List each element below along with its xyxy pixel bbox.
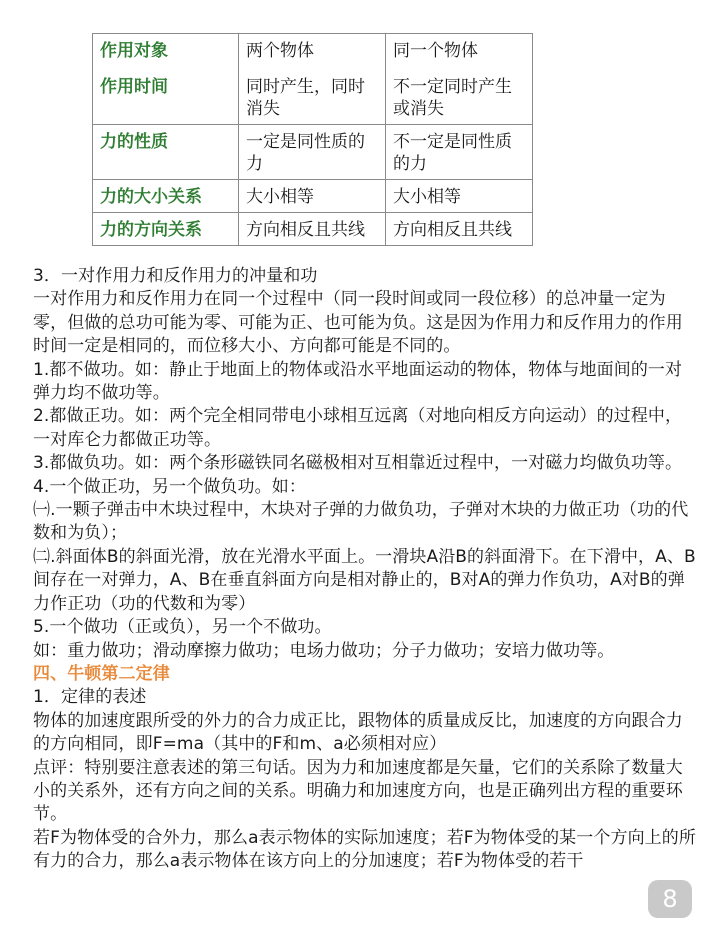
table-key-cell: [93, 34, 239, 125]
paragraph: 如：重力做功；滑动摩擦力做功；电场力做功；分子力做功；安培力做功等。: [33, 640, 615, 661]
table-row: [93, 125, 533, 180]
paragraph: 物体的加速度跟所受的外力的合力成正比，跟物体的质量成反比，加速度的方向跟合力的方向相同，即F=ma（其中的F和m、a必须相对应）: [33, 710, 683, 755]
table-value: 同一个物体: [393, 41, 479, 61]
table-cell: [386, 34, 533, 125]
table-value: 方向相反且共线: [386, 213, 533, 246]
page-number-badge: 8: [648, 880, 692, 918]
paragraph: 1.都不做功。如：静止于地面上的物体或沿水平地面运动的物体，物体与地面间的一对弹力均不做功等。: [33, 359, 683, 404]
paragraph: 5.一个做功（正或负），另一个不做功。: [33, 617, 332, 638]
table-value: 大小相等: [386, 180, 533, 213]
comparison-table: [92, 33, 533, 246]
paragraph: 一对作用力和反作用力在同一个过程中（同一段时间或同一段位移）的总冲量一定为零，但做的总功可能为零、可能为正、也可能为负。这是因为作用力和反作用力的作用时间一定是相同的，而位移大小、方向都可能是不同的。: [33, 289, 683, 357]
paragraph: ㈠.一颗子弹击中木块过程中，木块对子弹的力做负功，子弹对木块的力做正功（功的代数和为负）；: [33, 500, 689, 544]
paragraph: 3．一对作用力和反作用力的冲量和功: [33, 266, 318, 286]
paragraph: 3.都做负功。如：两个条形磁铁同名磁极相对互相靠近过程中，一对磁力均做负功等。4.一个做正功，另一个做负功。如：: [33, 453, 683, 497]
paragraph: 2.都做正功。如：两个完全相同带电小球相互远离（对地向相反方向运动）的过程中，一对库仑力都做正功等。: [33, 406, 683, 450]
section-heading: 四、牛顿第二定律: [33, 663, 170, 684]
table-row: [93, 213, 533, 246]
paragraph: 1．定律的表述: [33, 687, 147, 708]
table-value: 不一定同时产生或消失: [393, 77, 513, 119]
table-key: 力的大小关系: [93, 180, 239, 213]
paragraph: ㈡.斜面体B的斜面光滑，放在光滑水平面上。一滑块A沿B的斜面滑下。在下滑中，A、B间存在一对弹力，A、B在垂直斜面方向是相对静止的，B对A的弹力作负功，A对B的弹力作正功（功的代数和为零）: [33, 546, 696, 614]
table-key: 作用对象: [100, 41, 168, 61]
table-value: 大小相等: [238, 180, 385, 213]
body-text: [33, 265, 698, 874]
table-key: 力的方向关系: [93, 213, 239, 246]
paragraph: 点评：特别要注意表述的第三句话。因为力和加速度都是矢量，它们的关系除了数量大小的关系外，还有方向之间的关系。明确力和加速度方向，也是正确列出方程的重要环节。: [33, 757, 683, 825]
paragraph: 若F为物体受的合外力，那么a表示物体的实际加速度；若F为物体受的某一个方向上的所有力的合力，那么a表示物体在该方向上的分加速度；若F为物体受的若干: [33, 827, 696, 872]
table-value: 两个物体: [245, 41, 314, 61]
table-cell: [238, 34, 385, 125]
table-value: 同时产生，同时消失: [245, 77, 365, 119]
table-key: 作用时间: [100, 77, 168, 97]
table-key: 力的性质: [93, 125, 239, 180]
table-value: 不一定是同性质的力: [386, 125, 533, 180]
table-row: [93, 180, 533, 213]
table-row: [93, 34, 533, 125]
table-value: 一定是同性质的力: [238, 125, 385, 180]
table-value: 方向相反且共线: [238, 213, 385, 246]
